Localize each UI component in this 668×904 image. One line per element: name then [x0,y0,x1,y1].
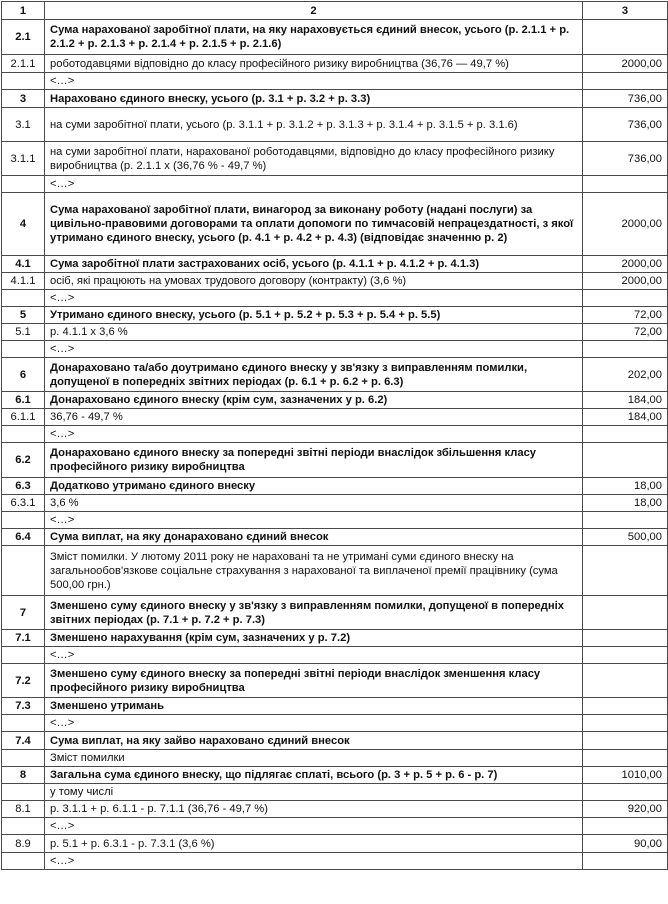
row-number-cell: 2.1 [2,20,45,55]
row-number-cell: 6.1.1 [2,409,45,426]
row-amount-cell: 736,00 [583,108,668,142]
table-row [2,108,668,142]
table-row [2,324,668,341]
row-number-cell: 6.3.1 [2,495,45,512]
row-amount-cell: 920,00 [583,801,668,818]
row-amount-cell [583,596,668,630]
table-row [2,630,668,647]
row-description-cell: Сума виплат, на яку донараховано єдиний внесок [45,529,583,546]
row-number-cell [2,715,45,732]
row-amount-cell [583,20,668,55]
contribution-report-table [1,1,668,870]
row-number-cell [2,784,45,801]
table-row [2,732,668,750]
header-col-2: 2 [45,2,583,20]
table-row [2,358,668,392]
row-number-cell: 6.3 [2,478,45,495]
row-description-cell: у тому числі [45,784,583,801]
row-number-cell: 3.1 [2,108,45,142]
row-description-cell: <…> [45,426,583,443]
row-number-cell: 7.1 [2,630,45,647]
table-row [2,142,668,176]
row-number-cell: 7.2 [2,664,45,698]
row-number-cell: 8.9 [2,835,45,853]
table-row [2,478,668,495]
row-description-cell: <…> [45,73,583,90]
row-description-cell: <…> [45,715,583,732]
row-amount-cell: 184,00 [583,409,668,426]
row-description-cell: осіб, які працюють на умовах трудового договору (контракту) (3,6 %) [45,273,583,290]
row-amount-cell: 2000,00 [583,256,668,273]
table-row [2,801,668,818]
row-number-cell: 7 [2,596,45,630]
row-number-cell [2,546,45,596]
row-description-cell: <…> [45,818,583,835]
row-amount-cell: 2000,00 [583,273,668,290]
table-row [2,767,668,784]
table-row [2,784,668,801]
row-description-cell: 3,6 % [45,495,583,512]
row-number-cell [2,426,45,443]
table-row [2,750,668,767]
table-row [2,90,668,108]
row-description-cell: Загальна сума єдиного внеску, що підлягає сплаті, всього (р. 3 + р. 5 + р. 6 - р. 7) [45,767,583,784]
row-amount-cell [583,818,668,835]
row-description-cell: р. 3.1.1 + р. 6.1.1 - р. 7.1.1 (36,76 - 49,7 %) [45,801,583,818]
table-row [2,529,668,546]
row-description-cell: на суми заробітної плати, нарахованої роботодавцями, відповідно до класу професійного ризику виробництва (р. 2.1.1 х (36,76 % - 49,7 %) [45,142,583,176]
row-amount-cell [583,73,668,90]
row-amount-cell [583,732,668,750]
table-row [2,55,668,73]
row-description-cell: Донараховано єдиного внеску (крім сум, зазначених у р. 6.2) [45,392,583,409]
row-description-cell: роботодавцями відповідно до класу професійного ризику виробництва (36,76 — 49,7 %) [45,55,583,73]
row-description-cell: Утримано єдиного внеску, усього (р. 5.1 + р. 5.2 + р. 5.3 + р. 5.4 + р. 5.5) [45,307,583,324]
row-amount-cell: 202,00 [583,358,668,392]
row-description-cell: Зменшено суму єдиного внеску за попередні звітні періоди внаслідок зменшення класу професійного ризику виробництва [45,664,583,698]
row-description-cell: <…> [45,341,583,358]
row-description-cell: Нараховано єдиного внеску, усього (р. 3.1 + р. 3.2 + р. 3.3) [45,90,583,108]
row-amount-cell: 72,00 [583,324,668,341]
row-amount-cell: 18,00 [583,478,668,495]
table-row [2,20,668,55]
row-amount-cell: 736,00 [583,142,668,176]
table-row [2,193,668,256]
row-description-cell: Донараховано та/або доутримано єдиного внеску у зв'язку з виправленням помилки, допущеної в попередніх звітних періодах (р. 6.1 + р. 6.2 + р. 6.3) [45,358,583,392]
row-number-cell: 6.1 [2,392,45,409]
row-number-cell: 8 [2,767,45,784]
row-amount-cell [583,853,668,870]
row-description-cell: Донараховано єдиного внеску за попередні звітні періоди внаслідок збільшення класу професійного ризику виробництва [45,443,583,478]
table-row [2,512,668,529]
row-number-cell [2,73,45,90]
row-amount-cell [583,750,668,767]
row-amount-cell: 184,00 [583,392,668,409]
row-number-cell: 3 [2,90,45,108]
row-number-cell [2,341,45,358]
table-row [2,176,668,193]
row-amount-cell [583,426,668,443]
row-description-cell: Зменшено утримань [45,698,583,715]
row-number-cell: 4.1.1 [2,273,45,290]
table-row [2,835,668,853]
row-description-cell: Зменшено нарахування (крім сум, зазначених у р. 7.2) [45,630,583,647]
table-row [2,443,668,478]
row-number-cell [2,750,45,767]
row-amount-cell: 90,00 [583,835,668,853]
row-amount-cell [583,546,668,596]
row-amount-cell [583,290,668,307]
table-row [2,409,668,426]
table-row [2,596,668,630]
table-row [2,495,668,512]
row-description-cell: р. 4.1.1 х 3,6 % [45,324,583,341]
row-description-cell: <…> [45,647,583,664]
row-amount-cell: 736,00 [583,90,668,108]
table-row [2,307,668,324]
row-amount-cell: 1010,00 [583,767,668,784]
table-row [2,818,668,835]
row-number-cell: 7.3 [2,698,45,715]
row-amount-cell [583,341,668,358]
row-description-cell: на суми заробітної плати, усього (р. 3.1.1 + р. 3.1.2 + р. 3.1.3 + р. 3.1.4 + р. 3.1.5 + р. 3.1.6) [45,108,583,142]
table-row [2,290,668,307]
row-description-cell: Зменшено суму єдиного внеску у зв'язку з виправленням помилки, допущеної в попередніх звітних періодах (р. 7.1 + р. 7.2 + р. 7.3) [45,596,583,630]
table-row [2,715,668,732]
row-amount-cell [583,784,668,801]
row-description-cell: Сума нарахованої заробітної плати, винагород за виконану роботу (надані послуги) за цивільно-правовими договорами та оплати допомоги по тимчасовій непрацездатності, з якої утримано єдиного внеску, усього (р. 4.1 + р. 4.2 + р. 4.3) (відповідає значенню р. 2) [45,193,583,256]
row-description-cell: <…> [45,512,583,529]
row-description-cell: <…> [45,853,583,870]
row-description-cell: Зміст помилки. У лютому 2011 року не нараховані та не утримані суми єдиного внеску на загальнообов'язкове соціальне страхування з нарахованої та виплаченої премії працівнику (сума 500,00 грн.) [45,546,583,596]
row-description-cell: Сума заробітної плати застрахованих осіб, усього (р. 4.1.1 + р. 4.1.2 + р. 4.1.3) [45,256,583,273]
table-row [2,426,668,443]
row-number-cell: 4.1 [2,256,45,273]
row-number-cell [2,176,45,193]
row-description-cell: 36,76 - 49,7 % [45,409,583,426]
row-description-cell: Сума нарахованої заробітної плати, на яку нараховується єдиний внесок, усього (р. 2.1.1 + р. 2.1.2 + р. 2.1.3 + р. 2.1.4 + р. 2.1.5 + р. 2.1.6) [45,20,583,55]
row-number-cell [2,512,45,529]
row-amount-cell [583,698,668,715]
row-number-cell: 5 [2,307,45,324]
row-amount-cell [583,443,668,478]
table-row [2,664,668,698]
table-row [2,341,668,358]
header-col-1: 1 [2,2,45,20]
header-col-3: 3 [583,2,668,20]
row-number-cell [2,647,45,664]
row-amount-cell [583,647,668,664]
row-number-cell [2,818,45,835]
row-number-cell [2,853,45,870]
row-amount-cell: 2000,00 [583,193,668,256]
row-amount-cell [583,512,668,529]
row-number-cell: 4 [2,193,45,256]
row-number-cell: 6.2 [2,443,45,478]
row-description-cell: Додатково утримано єдиного внеску [45,478,583,495]
row-number-cell: 5.1 [2,324,45,341]
table-row [2,73,668,90]
row-description-cell: Зміст помилки [45,750,583,767]
row-amount-cell [583,176,668,193]
row-description-cell: Сума виплат, на яку зайво нараховано єдиний внесок [45,732,583,750]
row-number-cell [2,290,45,307]
table-row [2,853,668,870]
row-amount-cell: 18,00 [583,495,668,512]
row-number-cell: 8.1 [2,801,45,818]
row-description-cell: <…> [45,176,583,193]
table-row [2,546,668,596]
table-row [2,273,668,290]
table-row [2,698,668,715]
header-row [2,2,668,20]
row-amount-cell: 500,00 [583,529,668,546]
row-amount-cell: 72,00 [583,307,668,324]
table-row [2,392,668,409]
table-row [2,647,668,664]
row-description-cell: р. 5.1 + р. 6.3.1 - р. 7.3.1 (3,6 %) [45,835,583,853]
row-amount-cell [583,664,668,698]
row-amount-cell: 2000,00 [583,55,668,73]
row-number-cell: 6.4 [2,529,45,546]
row-amount-cell [583,630,668,647]
row-amount-cell [583,715,668,732]
row-number-cell: 7.4 [2,732,45,750]
row-number-cell: 6 [2,358,45,392]
row-number-cell: 3.1.1 [2,142,45,176]
row-number-cell: 2.1.1 [2,55,45,73]
table-row [2,256,668,273]
row-description-cell: <…> [45,290,583,307]
